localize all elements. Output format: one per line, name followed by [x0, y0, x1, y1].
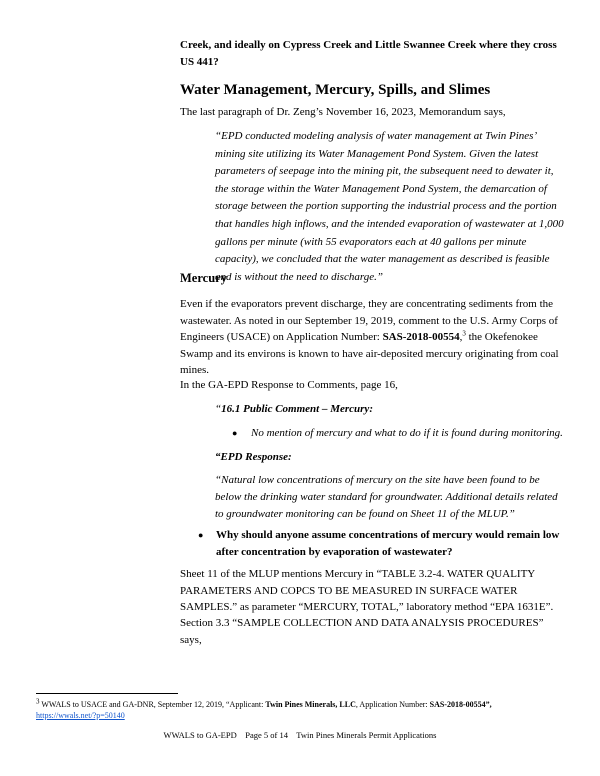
mercury-paragraph: Even if the evaporators prevent discharge, they are concentrating sediments from the wastewater. As noted in our September 19, 2019, comment to the U.S. Army Corps of Engineers (USACE) on Application Number: SAS-2018-00554,$^3$ the Okefenokee Swamp and its environs is known to have air-deposited mercury originating from coal mines.: [180, 298, 559, 376]
intro-question: [180, 37, 562, 70]
section33-paragraph: Section 3.3 “SAMPLE COLLECTION AND DATA ANALYSIS PROCEDURES” says,: [180, 617, 544, 646]
footnote-divider: [36, 693, 178, 694]
section-heading: Water Management, Mercury, Spills, and Slimes: [180, 82, 491, 98]
question-bullet: Why should anyone assume concentrations of mercury would remain low after concentration by evaporation of wastewater?: [216, 529, 560, 558]
footnote-link[interactable]: https://wwals.net/?p=50140: [36, 711, 125, 720]
epd-quote-block: “EPD conducted modeling analysis of water management at Twin Pines’ mining site utilizing its Water Management Pond System. Given the latest parameters of seepage into the mining pit, the subsequent need to dewater it, the storage within the Water Management Pond System, the demarcation of storage between the portion supporting the industrial process and the portion that handles high inflows, and the intended evaporation of wastewater at 1,000 gallons per minute (with 55 evaporators each at 40 gallons per minute capacity), we concluded that the water management as described is feasible and is without the need to discharge.”: [215, 130, 564, 283]
footnote-ref[interactable]: 3: [462, 329, 466, 338]
mercury-heading: Mercury: [180, 271, 227, 285]
epd-response-text: “Natural low concentrations of mercury on the site have been found to be below the drinking water standard for groundwater. Additional details related to groundwater monitoring can be found on Sheet 11 of the MLUP.”: [215, 474, 558, 520]
footnote: $^3$ WWALS to USACE and GA-DNR, September 12, 2019, “Applicant: Twin Pines Minerals, LLC, Application Number: SAS-2018-00554”, https://wwals.net/?p=50140: [36, 697, 492, 720]
bullet-dot-icon: ●: [198, 530, 204, 540]
epd-response-label: “EPD Response:: [215, 451, 292, 463]
bullet-dot-icon: ●: [232, 428, 238, 438]
response-intro-paragraph: In the GA-EPD Response to Comments, page 16,: [180, 379, 398, 391]
memo-intro-paragraph: The last paragraph of Dr. Zeng’s November 16, 2023, Memorandum says,: [180, 106, 506, 118]
comment-bullet: No mention of mercury and what to do if it is found during monitoring.: [251, 427, 563, 439]
page-footer: WWALS to GA-EPD Page 5 of 14 Twin Pines Minerals Permit Applications: [163, 730, 437, 740]
sheet11-paragraph: Sheet 11 of the MLUP mentions Mercury in “TABLE 3.2-4. WATER QUALITY PARAMETERS AND COPCS TO BE MEASURED IN SURFACE WATER SAMPLES.” as parameter “MERCURY, TOTAL,” laboratory method “EPA 1631E”.: [180, 568, 554, 613]
application-number: SAS-2018-00554: [382, 331, 460, 343]
public-comment-label: “16.1 Public Comment – Mercury:: [215, 403, 373, 415]
intro-question-text: Creek, and ideally on Cypress Creek and Little Swannee Creek where they cross US 441?: [180, 39, 557, 68]
